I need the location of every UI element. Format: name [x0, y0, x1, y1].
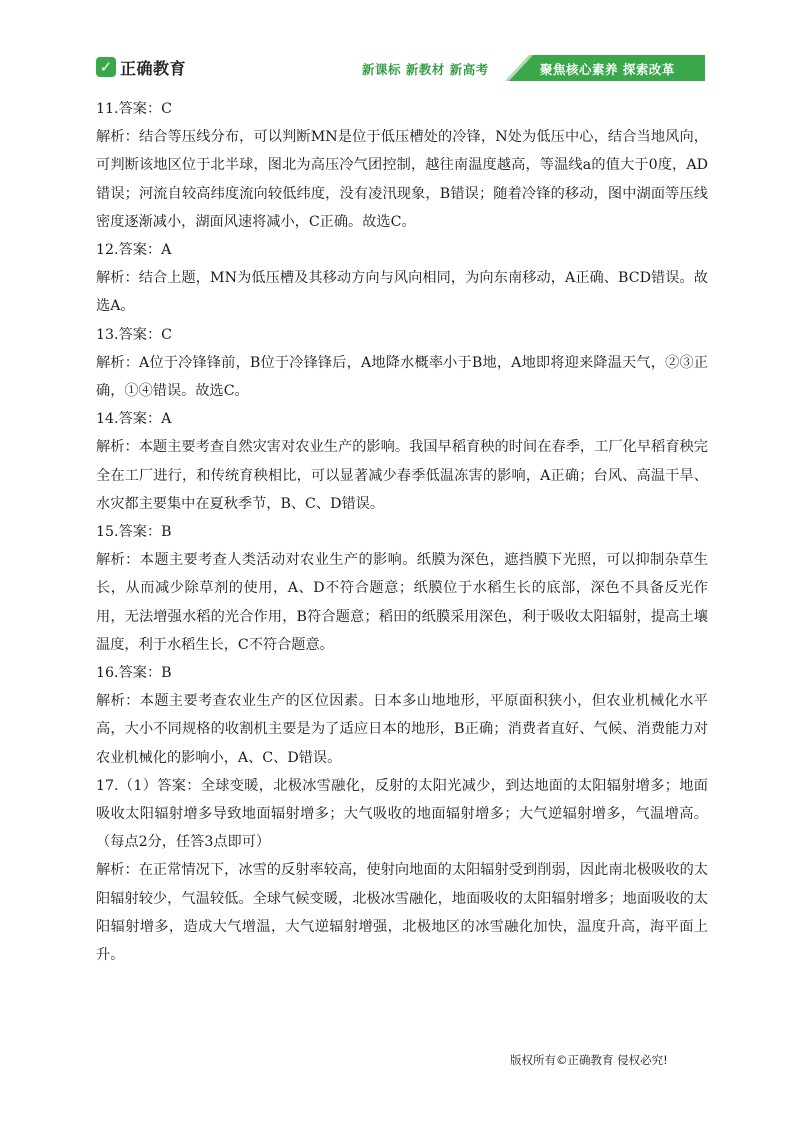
explanation-text: 解析：本题主要考查农业生产的区位因素。日本多山地地形，平原面积狭小，但农业机械化水平高，大小不同规格的收割机主要是为了适应日本的地形，B正确；消费者直好、气候、消费能力对农业机械化的影响小，A、C、D错误。 [96, 693, 708, 766]
explanation-text: 解析：结合等压线分布，可以判断MN是位于低压槽处的冷锋，N处为低压中心，结合当地风向，可判断该地区位于北半球，图北为高压冷气团控制，越往南温度越高，等温线a的值大于0度，AD错误；河流自较高纬度流向较低纬度，没有凌汛现象，B错误；随着冷锋的移动，图中湖面等压线密度逐渐减小，湖面风速将减小，C正确。故选C。 [96, 129, 708, 230]
answer-line: 15.答案：B [96, 524, 172, 541]
explanation-text: 解析：本题主要考查自然灾害对农业生产的影响。我国早稻育秧的时间在春季，工厂化早稻育秧完全在工厂进行，和传统育秧相比，可以显著减少春季低温冻害的影响，A正确；台风、高温干旱、水灾都主要集中在夏秋季节，B、C、D错误。 [96, 439, 708, 512]
copyright-footer: 版权所有©正确教育 侵权必究! [510, 1053, 668, 1067]
answer-line: 11.答案：C [96, 101, 172, 117]
answer-item [96, 659, 708, 772]
slogan-right: 聚焦核心素养 探索改革 [540, 62, 675, 77]
answer-item [96, 321, 708, 406]
page-header [0, 0, 800, 90]
answer-line: 12.答案：A [96, 242, 172, 259]
explanation-text: 解析：A位于冷锋锋前，B位于冷锋锋后，A地降水概率小于B地，A地即将迎来降温天气，②③正确，①④错误。故选C。 [96, 354, 708, 400]
answer-list [96, 95, 708, 969]
answer-item [96, 236, 708, 321]
explanation-text: 解析：结合上题，MN为低压槽及其移动方向与风向相同，为向东南移动，A正确、BCD错误。故选A。 [96, 270, 708, 315]
answer-line: 17.（1）答案：全球变暖，北极冰雪融化，反射的太阳光减少，到达地面的太阳辐射增多；地面吸收太阳辐射增多导致地面辐射增多；大气吸收的地面辐射增多；大气逆辐射增多，气温增高。（每点2分，任答3点即可） [96, 777, 708, 851]
slogan-left: 新课标 新教材 新高考 [362, 62, 489, 77]
brand-name: 正确教育 [120, 58, 187, 78]
answer-item [96, 405, 708, 518]
answer-item [96, 95, 708, 236]
brand-logo [96, 54, 186, 80]
answer-line: 13.答案：C [96, 326, 172, 343]
answer-line: 16.答案：B [96, 665, 172, 682]
answer-line: 14.答案：A [96, 411, 172, 428]
check-icon: ✓ [96, 57, 116, 77]
explanation-text: 解析：在正常情况下，冰雪的反射率较高，使射向地面的太阳辐射受到削弱，因此南北极吸收的太阳辐射较少，气温较低。全球气候变暖，北极冰雪融化，地面吸收的太阳辐射增多；地面吸收的太阳辐射增多，造成大气增温，大气逆辐射增强，北极地区的冰雪融化加快，温度升高，海平面上升。 [96, 862, 708, 964]
explanation-text: 解析：本题主要考查人类活动对农业生产的影响。纸膜为深色，遮挡膜下光照，可以抑制杂草生长，从而减少除草剂的使用，A、D不符合题意；纸膜位于水稻生长的底部，深色不具备反光作用，无法增强水稻的光合作用，B符合题意；稻田的纸膜采用深色，利于吸收太阳辐射，提高土壤温度，利于水稻生长，C不符合题意。 [96, 552, 708, 653]
answer-item [96, 772, 708, 969]
answer-item [96, 518, 708, 659]
